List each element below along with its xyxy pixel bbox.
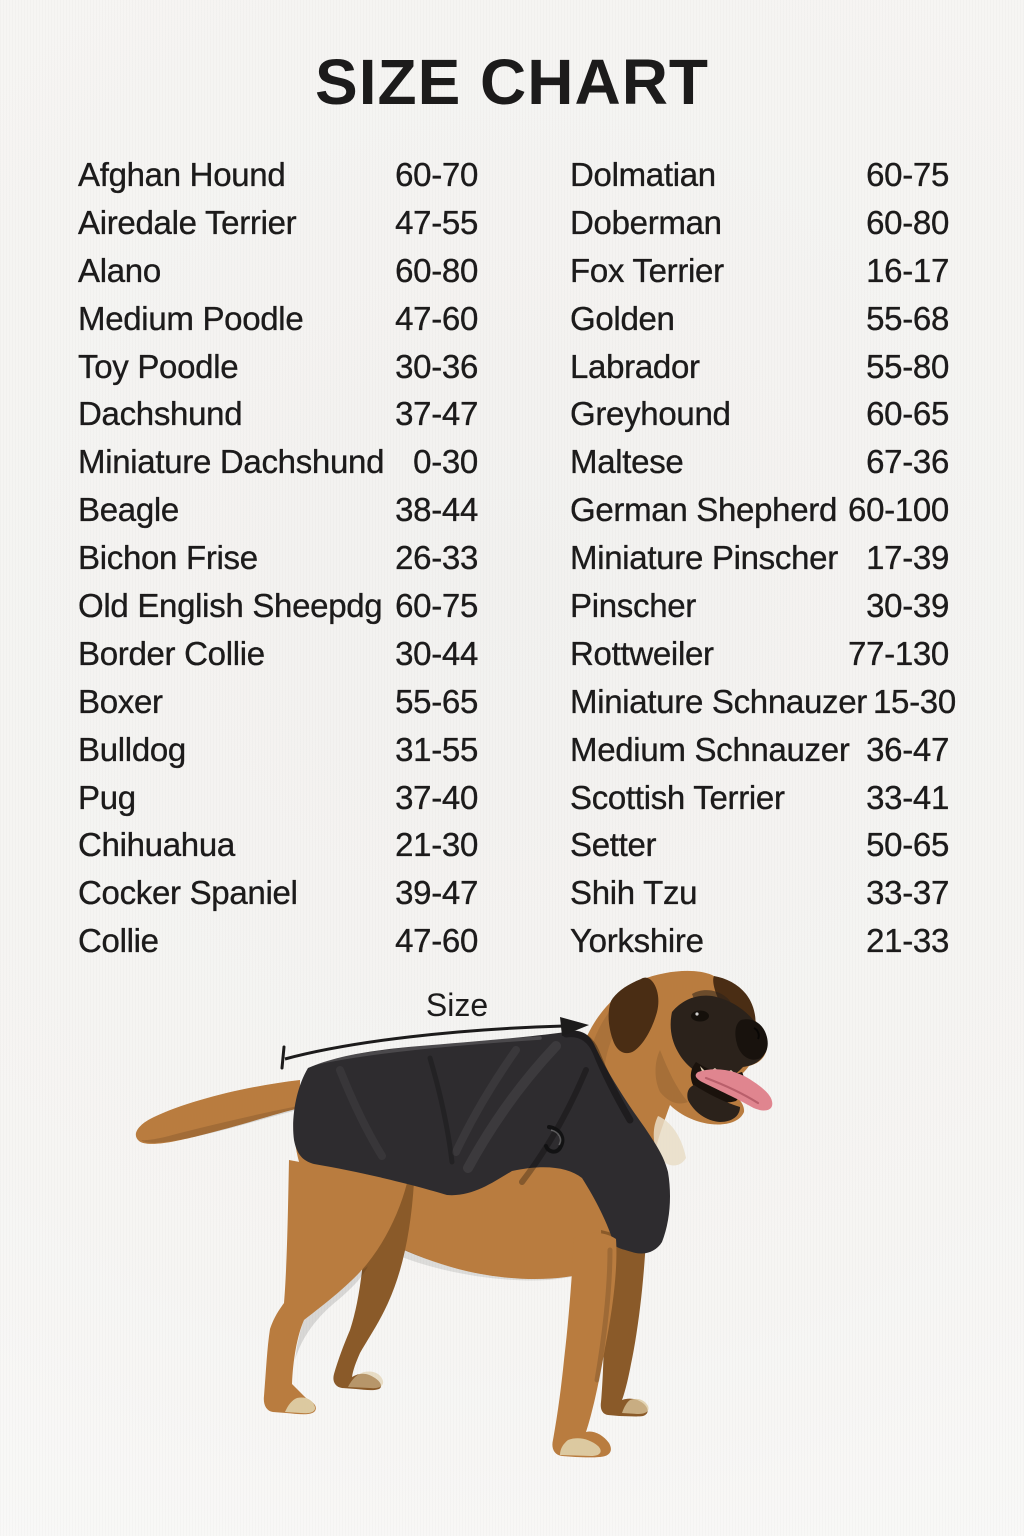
breed-name: Chihuahua	[78, 826, 235, 864]
breed-name: Miniature Dachshund	[78, 443, 385, 481]
table-row	[78, 869, 478, 917]
breed-name: Pug	[78, 778, 136, 816]
size-range: 30-44	[395, 634, 478, 672]
breed-name: Airedale Terrier	[78, 203, 297, 241]
breed-name: Miniature Schnauzer	[570, 682, 867, 720]
breed-name: Fox Terrier	[570, 251, 724, 289]
breed-name: Boxer	[78, 682, 163, 720]
table-row	[78, 726, 478, 774]
size-range: 21-33	[866, 922, 949, 960]
size-range: 0-30	[413, 443, 478, 481]
breed-name: Cocker Spaniel	[78, 874, 298, 912]
size-range: 60-100	[848, 491, 949, 529]
dog-eye	[691, 1011, 709, 1022]
table-row	[570, 582, 949, 630]
table-row	[78, 438, 478, 486]
breed-name: Beagle	[78, 491, 179, 529]
size-range: 16-17	[866, 251, 949, 289]
table-row	[570, 343, 949, 391]
size-range: 60-80	[866, 203, 949, 241]
size-range: 26-33	[395, 539, 478, 577]
table-row	[570, 438, 949, 486]
breed-name: Setter	[570, 826, 657, 864]
breed-name: Pinscher	[570, 586, 696, 624]
table-row	[570, 869, 949, 917]
dog-figure	[0, 940, 1024, 1536]
size-range: 60-65	[866, 395, 949, 433]
size-range: 33-41	[866, 778, 949, 816]
size-range: 17-39	[866, 539, 949, 577]
breed-name: Medium Schnauzer	[570, 730, 850, 768]
size-range: 33-37	[866, 874, 949, 912]
size-range: 15-30	[872, 682, 956, 720]
size-range: 37-47	[395, 395, 478, 433]
breed-name: Toy Poodle	[78, 347, 239, 385]
size-range: 31-55	[395, 730, 478, 768]
table-row	[570, 151, 949, 199]
table-row	[570, 534, 949, 582]
table-row	[570, 726, 949, 774]
breed-name: Miniature Pinscher	[570, 539, 838, 577]
table-row	[570, 199, 949, 247]
size-range: 47-60	[395, 299, 478, 337]
table-row	[570, 486, 949, 534]
breed-name: Golden	[570, 299, 675, 337]
breed-name: Dolmatian	[570, 155, 716, 193]
breed-name: Border Collie	[78, 634, 265, 672]
size-label: Size	[425, 987, 489, 1023]
size-range: 36-47	[866, 730, 949, 768]
table-row	[78, 630, 478, 678]
breed-name: Afghan Hound	[78, 155, 286, 193]
breed-name: Labrador	[570, 347, 700, 385]
breed-name: Scottish Terrier	[570, 778, 785, 816]
size-range: 50-65	[866, 826, 949, 864]
breed-name: Greyhound	[570, 395, 731, 433]
table-row	[78, 295, 478, 343]
table-row	[78, 582, 478, 630]
table-row	[78, 486, 478, 534]
size-range: 39-47	[395, 874, 478, 912]
size-range: 37-40	[395, 778, 478, 816]
table-row	[78, 390, 478, 438]
table-row	[78, 774, 478, 822]
size-range: 55-80	[866, 347, 949, 385]
size-range: 47-55	[395, 203, 478, 241]
breed-name: Alano	[78, 251, 161, 289]
size-range: 60-75	[866, 155, 949, 193]
size-table-right	[570, 151, 956, 965]
table-row	[570, 390, 949, 438]
table-row	[78, 343, 478, 391]
breed-name: Rottweiler	[570, 634, 714, 672]
size-range: 60-70	[395, 155, 478, 193]
table-row	[570, 821, 949, 869]
breed-name: Maltese	[570, 443, 684, 481]
breed-name: Yorkshire	[570, 922, 704, 960]
table-row	[78, 821, 478, 869]
breed-name: Doberman	[570, 203, 722, 241]
size-range: 55-65	[395, 682, 478, 720]
table-row	[78, 247, 478, 295]
size-range: 55-68	[866, 299, 949, 337]
breed-name: Shih Tzu	[570, 874, 698, 912]
breed-name: Old English Sheepdg	[78, 586, 383, 624]
size-range: 60-75	[395, 586, 478, 624]
size-range: 60-80	[395, 251, 478, 289]
table-row	[570, 678, 956, 726]
page-title: SIZE CHART	[315, 46, 709, 118]
size-range: 21-30	[395, 826, 478, 864]
table-row	[78, 678, 478, 726]
size-range: 30-36	[395, 347, 478, 385]
table-row	[78, 151, 478, 199]
table-row	[78, 534, 478, 582]
table-row	[570, 774, 949, 822]
table-row	[570, 247, 949, 295]
table-row	[570, 630, 949, 678]
breed-name: Collie	[78, 922, 159, 960]
breed-name: German Shepherd	[570, 491, 837, 529]
table-row	[78, 199, 478, 247]
table-row	[570, 295, 949, 343]
dog-tail	[136, 1080, 300, 1144]
breed-name: Dachshund	[78, 395, 243, 433]
size-range: 77-130	[848, 634, 949, 672]
breed-name: Bulldog	[78, 730, 186, 768]
size-range: 38-44	[395, 491, 478, 529]
size-range: 67-36	[866, 443, 949, 481]
size-range: 30-39	[866, 586, 949, 624]
breed-name: Bichon Frise	[78, 539, 258, 577]
size-table-left	[78, 151, 478, 965]
breed-name: Medium Poodle	[78, 299, 304, 337]
size-range: 47-60	[395, 922, 478, 960]
